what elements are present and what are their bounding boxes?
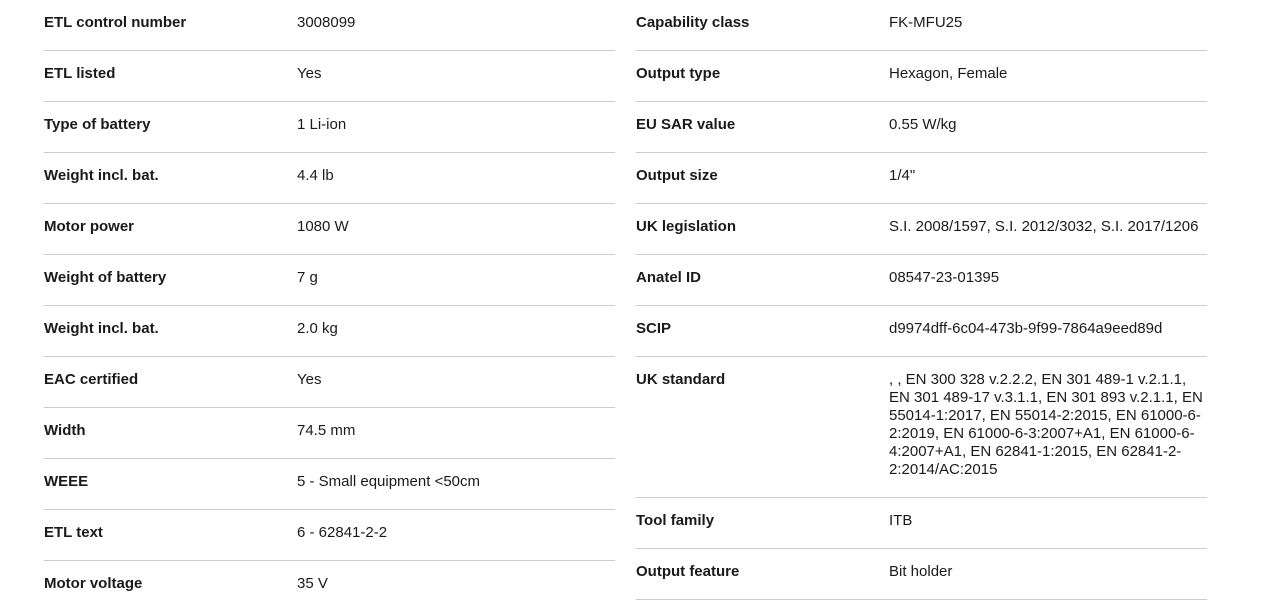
spec-label: Tool family	[636, 512, 715, 529]
spec-value: 1 Li-ion	[297, 116, 347, 133]
spec-row	[636, 498, 1207, 549]
spec-row	[44, 255, 615, 306]
spec-value: 74.5 mm	[297, 422, 356, 439]
spec-row	[44, 510, 615, 561]
spec-value: , , EN 300 328 v.2.2.2, EN 301 489-1 v.2.1.1, EN 301 489-17 v.3.1.1, EN 301 893 v.2.1.1, EN 55014-1:2017, EN 55014-2:2015, EN 61000-6-2:2019, EN 61000-6-3:2007+A1, EN 61000-6-4:2007+A1, EN 62841-1:2015, EN 62841-2-2:2014/AC:2015	[889, 371, 1203, 478]
spec-row	[636, 549, 1207, 600]
spec-label: WEEE	[44, 473, 89, 490]
spec-label: Anatel ID	[636, 269, 702, 286]
spec-value: 0.55 W/kg	[889, 116, 957, 133]
spec-label: ETL listed	[44, 65, 116, 82]
spec-label: Width	[44, 422, 86, 439]
spec-value: FK-MFU25	[889, 14, 963, 31]
spec-row	[636, 0, 1207, 51]
spec-value: Hexagon, Female	[889, 65, 1008, 82]
spec-row	[44, 408, 615, 459]
spec-label: Type of battery	[44, 116, 151, 133]
spec-value: 4.4 lb	[297, 167, 334, 184]
spec-row	[44, 357, 615, 408]
spec-value: 08547-23-01395	[889, 269, 1000, 286]
spec-row	[636, 102, 1207, 153]
spec-row	[44, 306, 615, 357]
spec-value: 5 - Small equipment <50cm	[297, 473, 481, 490]
spec-value: 2.0 kg	[297, 320, 338, 337]
spec-row	[44, 459, 615, 510]
spec-label: EAC certified	[44, 371, 139, 388]
spec-row	[636, 255, 1207, 306]
spec-row	[44, 204, 615, 255]
spec-column-left	[44, 0, 615, 609]
spec-label: EU SAR value	[636, 116, 736, 133]
spec-row	[636, 51, 1207, 102]
spec-label: UK standard	[636, 371, 726, 388]
spec-value: 3008099	[297, 14, 356, 31]
spec-value: ITB	[889, 512, 913, 529]
spec-value: Bit holder	[889, 563, 953, 580]
spec-value: d9974dff-6c04-473b-9f99-7864a9eed89d	[889, 320, 1163, 337]
spec-value: S.I. 2008/1597, S.I. 2012/3032, S.I. 2017/1206	[889, 218, 1199, 235]
spec-value: 6 - 62841-2-2	[297, 524, 388, 541]
spec-row	[636, 153, 1207, 204]
spec-label: SCIP	[636, 320, 672, 337]
spec-row	[44, 153, 615, 204]
spec-label: UK legislation	[636, 218, 737, 235]
spec-row	[636, 204, 1207, 255]
spec-row	[44, 102, 615, 153]
spec-value: 7 g	[297, 269, 318, 286]
spec-value: Yes	[297, 371, 322, 388]
spec-label: Motor power	[44, 218, 134, 235]
spec-label: Motor voltage	[44, 575, 143, 592]
spec-label: ETL control number	[44, 14, 187, 31]
spec-label: Output type	[636, 65, 721, 82]
spec-value: 35 V	[297, 575, 328, 592]
spec-row	[44, 51, 615, 102]
spec-label: Weight incl. bat.	[44, 320, 159, 337]
spec-value: Yes	[297, 65, 322, 82]
spec-row	[44, 561, 615, 609]
spec-row	[636, 306, 1207, 357]
spec-label: Weight of battery	[44, 269, 167, 286]
spec-row	[636, 357, 1207, 498]
spec-label: ETL text	[44, 524, 103, 541]
spec-label: Weight incl. bat.	[44, 167, 159, 184]
spec-value: 1/4"	[889, 167, 916, 184]
spec-row	[44, 0, 615, 51]
spec-column-right	[636, 0, 1207, 600]
spec-label: Output size	[636, 167, 718, 184]
spec-value: 1080 W	[297, 218, 349, 235]
spec-label: Capability class	[636, 14, 750, 31]
spec-label: Output feature	[636, 563, 740, 580]
